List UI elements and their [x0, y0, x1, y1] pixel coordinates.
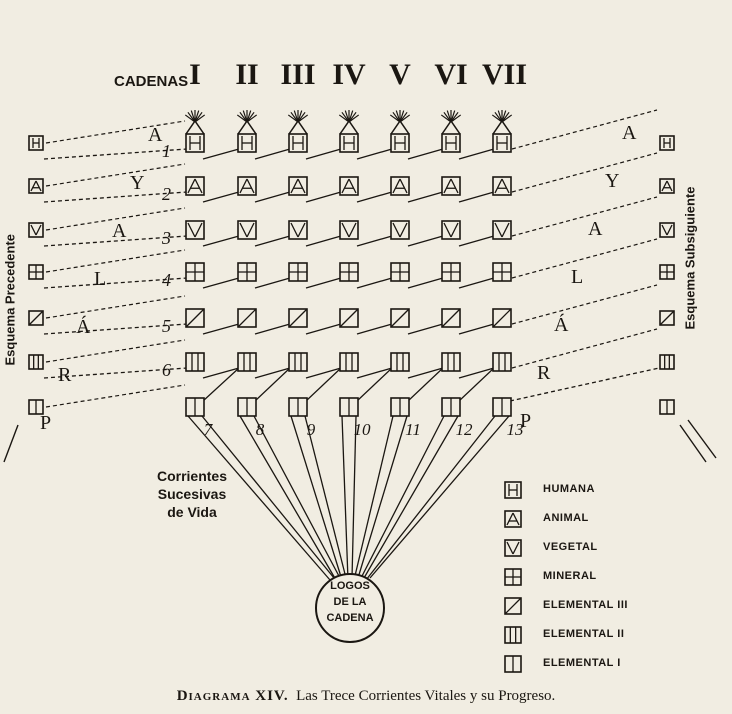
- chain-numeral: V: [389, 58, 411, 91]
- logos-line-1: LOGOS: [330, 580, 370, 592]
- stream-link: [255, 324, 290, 334]
- stream-link: [408, 278, 443, 288]
- elemental-2-symbol: [289, 353, 307, 371]
- vegetable-symbol: [186, 221, 204, 239]
- stream-number: 13: [506, 420, 524, 439]
- stream-link: [408, 149, 443, 159]
- animal-symbol: [391, 177, 409, 195]
- pralaya-letter: R: [537, 362, 551, 384]
- elemental-1-symbol: [493, 398, 511, 416]
- pralaya-letter: R: [58, 364, 72, 386]
- legend-label-elemental-3: ELEMENTAL III: [543, 599, 628, 611]
- pralaya-letter: L: [571, 266, 584, 288]
- stream-link: [510, 368, 659, 401]
- vegetable-symbol: [289, 221, 307, 239]
- corrientes-line-3: de Vida: [167, 504, 217, 520]
- legend-label-elemental-1: ELEMENTAL I: [543, 657, 621, 669]
- stream-number: 9: [306, 420, 316, 439]
- stream-link: [459, 324, 494, 334]
- stream-link: [459, 149, 494, 159]
- vegetable-symbol: [238, 221, 256, 239]
- animal-symbol: [442, 177, 460, 195]
- human-symbol: [660, 136, 674, 150]
- pralaya-letter: P: [520, 410, 532, 432]
- stream-link: [408, 324, 443, 334]
- globe-number: 4: [162, 270, 171, 290]
- human-symbol: [505, 482, 521, 498]
- stream-link: [203, 192, 239, 202]
- globe-number: 5: [162, 316, 171, 336]
- stream-number: 10: [353, 420, 371, 439]
- preceding-link-dashed: [46, 121, 185, 143]
- pralaya-letter: Y: [605, 170, 620, 192]
- stream-link: [306, 149, 341, 159]
- vegetable-symbol: [493, 221, 511, 239]
- human-symbol: [493, 134, 511, 152]
- fan-line: [358, 416, 407, 578]
- caption-head: Diagrama XIV.: [176, 688, 289, 704]
- elemental-2-symbol: [442, 353, 460, 371]
- fan-line: [240, 416, 336, 580]
- chain-numeral: III: [280, 58, 316, 91]
- stream-link-dashed: [512, 153, 657, 192]
- stream-link-dashed: [512, 197, 657, 236]
- fan-line: [366, 416, 495, 580]
- fan-line: [354, 416, 393, 580]
- mineral-symbol: [391, 263, 409, 281]
- animal-symbol: [186, 177, 204, 195]
- pralaya-letter: A: [588, 218, 603, 240]
- vegetable-symbol: [29, 223, 43, 237]
- mineral-symbol: [289, 263, 307, 281]
- elemental-2-symbol: [660, 355, 674, 369]
- edge-slash: [688, 420, 716, 458]
- preceding-link-dashed: [46, 296, 185, 318]
- stream-link: [459, 192, 494, 202]
- preceding-link-dashed: [46, 385, 185, 407]
- globe-number: 1: [162, 141, 171, 161]
- elemental-3-symbol: [660, 311, 674, 325]
- pinnacle: [186, 121, 204, 134]
- stream-link: [357, 278, 392, 288]
- preceding-link-dashed: [46, 250, 185, 272]
- legend-label-elemental-2: ELEMENTAL II: [543, 628, 625, 640]
- symbol-frame: [186, 353, 204, 371]
- animal-symbol: [289, 177, 307, 195]
- mineral-symbol: [493, 263, 511, 281]
- pralaya-letter: L: [94, 268, 107, 290]
- corrientes-line-1: Corrientes: [156, 468, 228, 484]
- stream-link: [255, 192, 290, 202]
- mineral-symbol: [186, 263, 204, 281]
- human-symbol: [289, 134, 307, 152]
- globe-number: 6: [162, 360, 171, 380]
- symbol-frame: [442, 353, 460, 371]
- legend-label-human: HUMANA: [543, 483, 595, 495]
- elemental-1-symbol: [505, 656, 521, 672]
- figure-caption: [0, 688, 732, 705]
- stream-link: [357, 149, 392, 159]
- pinnacle: [442, 121, 460, 134]
- animal-symbol: [660, 179, 674, 193]
- pralaya-letter: Y: [130, 172, 145, 194]
- corrientes-label: [138, 467, 246, 521]
- human-symbol: [340, 134, 358, 152]
- pralaya-letter: P: [40, 412, 52, 434]
- fan-line: [370, 416, 509, 578]
- stream-link: [459, 236, 494, 246]
- stream-link: [408, 236, 443, 246]
- stream-link: [203, 278, 239, 288]
- human-symbol: [29, 136, 43, 150]
- elemental-3-symbol: [289, 309, 307, 327]
- stream-link: [203, 149, 239, 159]
- human-symbol: [238, 134, 256, 152]
- elemental-2-symbol: [340, 353, 358, 371]
- preceding-link-dashed: [46, 164, 185, 186]
- elemental-3-symbol: [493, 309, 511, 327]
- symbol-frame: [391, 353, 409, 371]
- elemental-3-symbol: [505, 598, 521, 614]
- elemental-2-symbol: [493, 353, 511, 371]
- mineral-symbol: [505, 569, 521, 585]
- pinnacle: [340, 121, 358, 134]
- caption-text: Las Trece Corrientes Vitales y su Progreso.: [296, 688, 556, 704]
- stream-link: [459, 278, 494, 288]
- symbol-frame: [29, 355, 43, 369]
- vegetable-symbol: [660, 223, 674, 237]
- esquema-precedente-label: Esquema Precedente: [2, 233, 18, 366]
- cadenas-label: CADENAS: [114, 73, 189, 90]
- elemental-2-symbol: [505, 627, 521, 643]
- elemental-2-symbol: [391, 353, 409, 371]
- stream-link: [203, 236, 239, 246]
- elemental-1-symbol: [238, 398, 256, 416]
- elemental-3-symbol: [29, 311, 43, 325]
- chain-numeral: VI: [434, 58, 468, 91]
- logos-line-3: CADENA: [326, 612, 374, 624]
- elemental-1-symbol: [186, 398, 204, 416]
- fan-line: [305, 416, 346, 578]
- vegetable-symbol: [391, 221, 409, 239]
- stream-link: [255, 236, 290, 246]
- stream-link: [306, 236, 341, 246]
- animal-symbol: [29, 179, 43, 193]
- fan-line: [291, 416, 342, 580]
- stream-link-dashed: [512, 285, 657, 324]
- human-symbol: [186, 134, 204, 152]
- elemental-1-symbol: [442, 398, 460, 416]
- stream-link: [357, 324, 392, 334]
- vegetable-symbol: [340, 221, 358, 239]
- chain-numeral: IV: [332, 58, 366, 91]
- stream-link-dashed: [512, 239, 657, 278]
- stream-link: [255, 149, 290, 159]
- chain-numeral: VII: [482, 58, 528, 91]
- animal-symbol: [493, 177, 511, 195]
- legend-symbols: [505, 482, 521, 672]
- edge-slash: [4, 425, 18, 462]
- sunburst-group: [185, 110, 511, 134]
- elemental-2-symbol: [238, 353, 256, 371]
- animal-symbol: [340, 177, 358, 195]
- stream-number: 12: [455, 420, 473, 439]
- logos-line-2: DE LA: [333, 596, 367, 608]
- stream-number: 11: [405, 420, 421, 439]
- animal-symbol: [505, 511, 521, 527]
- elemental-3-symbol: [442, 309, 460, 327]
- corrientes-line-2: Sucesivas: [157, 486, 227, 502]
- legend-label-mineral: MINERAL: [543, 570, 597, 582]
- elemental-1-symbol: [289, 398, 307, 416]
- mineral-symbol: [340, 263, 358, 281]
- human-symbol: [391, 134, 409, 152]
- chain-numeral: II: [235, 58, 259, 91]
- symbol-frame: [505, 627, 521, 643]
- elemental-2-symbol: [29, 355, 43, 369]
- stream-link: [306, 192, 341, 202]
- elemental-3-symbol: [340, 309, 358, 327]
- globe-number: 2: [162, 184, 171, 204]
- pinnacle: [391, 121, 409, 134]
- fan-line: [360, 416, 444, 580]
- pralaya-letter: A: [112, 220, 127, 242]
- globe-number: 3: [162, 228, 171, 248]
- chain-numeral: I: [189, 58, 201, 91]
- animal-symbol: [238, 177, 256, 195]
- stream-number: 8: [255, 420, 265, 439]
- pralaya-letter: A: [622, 122, 637, 144]
- elemental-1-symbol: [660, 400, 674, 414]
- symbol-frame: [660, 355, 674, 369]
- human-symbol: [442, 134, 460, 152]
- stream-link-dashed: [512, 329, 657, 368]
- stream-link: [408, 192, 443, 202]
- symbol-frame: [340, 353, 358, 371]
- stream-link: [203, 324, 239, 334]
- symbol-frame: [289, 353, 307, 371]
- mineral-symbol: [29, 265, 43, 279]
- symbol-frame: [238, 353, 256, 371]
- elemental-3-symbol: [238, 309, 256, 327]
- stream-number: 7: [203, 420, 213, 439]
- pralaya-letter: Á: [554, 314, 569, 336]
- mineral-symbol: [442, 263, 460, 281]
- vegetable-symbol: [442, 221, 460, 239]
- legend-label-animal: ANIMAL: [543, 512, 589, 524]
- fan-line: [364, 416, 458, 578]
- logos-label: [316, 578, 384, 626]
- stream-link: [357, 192, 392, 202]
- elemental-1-symbol: [340, 398, 358, 416]
- fan-line: [342, 416, 348, 580]
- elemental-2-symbol: [186, 353, 204, 371]
- stream-link: [306, 324, 341, 334]
- symbol-frame: [493, 353, 511, 371]
- edge-slash: [680, 425, 706, 462]
- elemental-3-symbol: [391, 309, 409, 327]
- fan-line: [254, 416, 340, 578]
- fan-line: [352, 416, 356, 578]
- pinnacle: [289, 121, 307, 134]
- stream-link: [306, 278, 341, 288]
- preceding-link-dashed: [46, 340, 185, 362]
- legend-label-vegetable: VEGETAL: [543, 541, 598, 553]
- vegetable-symbol: [505, 540, 521, 556]
- pralaya-letter: Á: [76, 316, 91, 338]
- stream-link: [255, 278, 290, 288]
- elemental-3-symbol: [186, 309, 204, 327]
- stream-link: [357, 236, 392, 246]
- pinnacle: [238, 121, 256, 134]
- pralaya-letter: A: [148, 124, 163, 146]
- mineral-symbol: [660, 265, 674, 279]
- esquema-subsiguiente-label: Esquema Subsiguiente: [682, 186, 698, 330]
- elemental-1-symbol: [391, 398, 409, 416]
- pinnacle: [493, 121, 511, 134]
- mineral-symbol: [238, 263, 256, 281]
